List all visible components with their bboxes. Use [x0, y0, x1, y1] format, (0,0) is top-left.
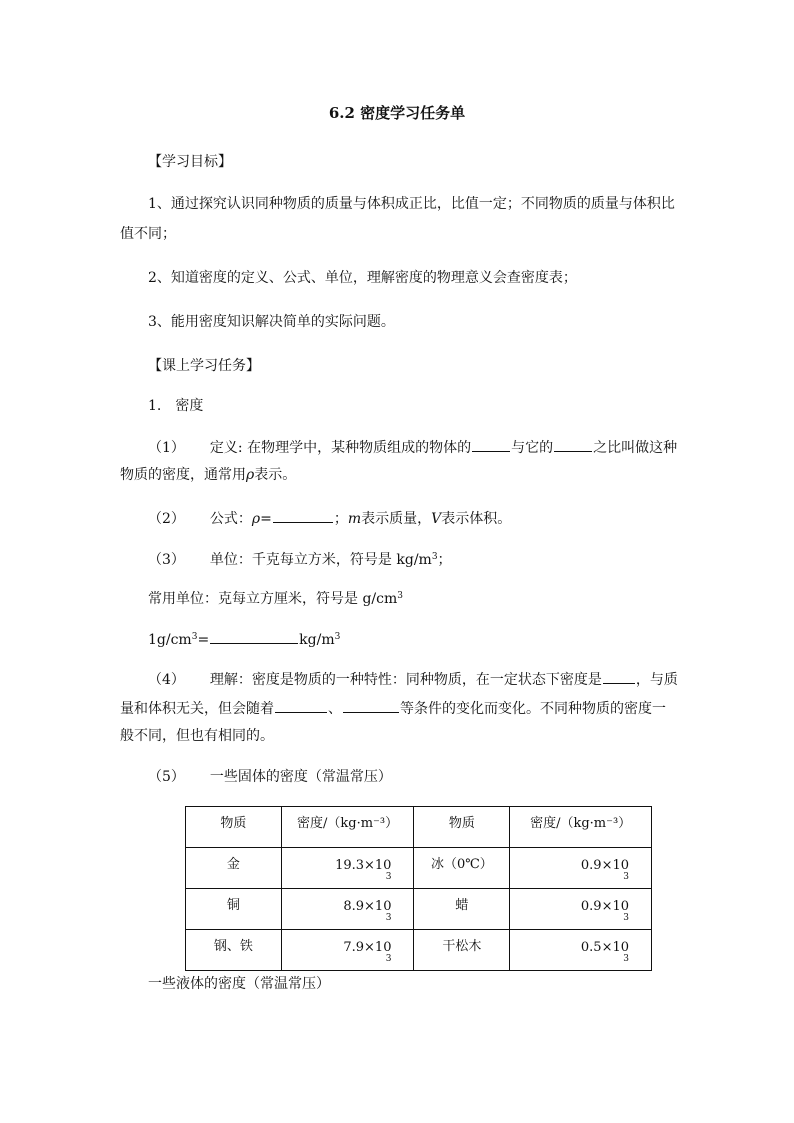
table-cell: 7.9×10 $^3$	[281, 930, 414, 971]
formula-semicolon: ；	[333, 511, 348, 527]
item-density: 1. 密度	[148, 398, 204, 414]
understanding-text-a: 理解：密度是物质的一种特性：同种物质，在一定状态下密度是	[209, 672, 602, 688]
conversion-line	[148, 629, 340, 650]
goal-2: 2、知道密度的定义、公式、单位，理解密度的物理意义会查密度表；	[148, 270, 577, 286]
table-cell: 铜	[186, 889, 282, 930]
header-cell: 物质	[414, 807, 510, 848]
table-cell: 0.9×10 $^3$	[510, 889, 652, 930]
formula-number: （2）	[148, 511, 185, 527]
understanding-number: （4）	[148, 672, 185, 688]
header-cell: 密度/（kg·m⁻³）	[281, 807, 414, 848]
definition-text-a: 定义: 在物理学中，某种物质组成的物体的	[209, 440, 472, 456]
v-symbol: V	[431, 511, 442, 527]
conversion-sup-1: 3	[191, 632, 198, 642]
common-unit-text: 常用单位：克每立方厘米，符号是 g/cm	[148, 591, 398, 607]
goal-3: 3、能用密度知识解决简单的实际问题。	[148, 314, 395, 330]
formula-text-e: 表示体积。	[441, 511, 512, 527]
understanding-line-2-b: 、	[328, 701, 342, 717]
table-cell: 钢、铁	[186, 930, 282, 971]
blank-constant[interactable]	[603, 669, 635, 684]
formula-text-d: 表示质量，	[361, 511, 432, 527]
unit-semicolon: ；	[437, 552, 452, 568]
liquids-caption: 一些液体的密度（常温常压）	[148, 976, 330, 992]
solids-number: （5）	[148, 769, 185, 785]
table-cell: 0.5×10 $^3$	[510, 930, 652, 971]
definition-line-2	[120, 465, 296, 485]
solids-caption	[148, 767, 392, 787]
blank-conversion[interactable]	[210, 629, 298, 644]
formula-line	[148, 508, 511, 529]
unit-line	[148, 550, 452, 570]
conversion-text-c: kg/m	[299, 632, 335, 648]
solid-density-table	[185, 806, 652, 971]
m-symbol: m	[347, 511, 362, 527]
understanding-text-b: ，与质	[635, 672, 678, 688]
definition-line-2-text-a: 物质的密度，通常用	[120, 467, 246, 483]
understanding-line-3: 般不同，但也有相同的。	[120, 728, 274, 744]
definition-number: （1）	[148, 440, 185, 456]
table-cell: 0.9×10 $^3$	[510, 848, 652, 889]
solids-title: 一些固体的密度（常温常压）	[209, 769, 392, 785]
blank-formula[interactable]	[273, 508, 333, 523]
unit-text: 单位：千克每立方米，符号是 kg/m	[209, 552, 432, 568]
table-cell: 8.9×10 $^3$	[281, 889, 414, 930]
table-cell: 金	[186, 848, 282, 889]
common-unit-line	[148, 589, 403, 609]
common-unit-superscript: 3	[397, 591, 403, 601]
conversion-equals: =	[197, 632, 210, 648]
unit-number: （3）	[148, 552, 185, 568]
understanding-line-2-a: 量和体积无关，但会随着	[120, 701, 274, 717]
page-title: 6.2 密度学习任务单	[328, 104, 466, 122]
definition-text-b: 与它的	[511, 440, 554, 456]
definition-text-c: 之比叫做这种	[593, 440, 678, 456]
blank-condition-1[interactable]	[275, 698, 327, 713]
header-cell: 密度/（kg·m⁻³）	[510, 807, 652, 848]
table-row	[186, 889, 652, 930]
formula-equals: =	[260, 511, 272, 527]
header-cell: 物质	[186, 807, 282, 848]
goal-1-line-2: 值不同；	[120, 226, 176, 242]
understanding-line-1	[148, 669, 678, 690]
understanding-line-2-c: 等条件的变化而变化。不同种物质的密度一	[400, 701, 666, 717]
conversion-text-a: 1g/cm	[148, 632, 192, 648]
table-cell: 干松木	[414, 930, 510, 971]
blank-mass[interactable]	[472, 437, 510, 452]
table-row	[186, 848, 652, 889]
blank-condition-2[interactable]	[343, 698, 399, 713]
blank-volume[interactable]	[554, 437, 592, 452]
conversion-sup-2: 3	[334, 632, 341, 642]
rho-symbol: ρ	[246, 467, 255, 483]
goal-1-line-1: 1、通过探究认识同种物质的质量与体积成正比，比值一定；不同物质的质量与体积比	[148, 196, 675, 212]
goals-heading: 【学习目标】	[148, 154, 232, 170]
definition-line-1	[148, 437, 677, 458]
table-cell: 19.3×10 $^3$	[281, 848, 414, 889]
formula-rho: ρ	[251, 511, 261, 527]
table-row	[186, 930, 652, 971]
unit-superscript: 3	[431, 552, 438, 562]
formula-text-a: 公式：	[209, 511, 252, 527]
definition-line-2-text-b: 表示。	[254, 467, 297, 483]
tasks-heading: 【课上学习任务】	[148, 358, 260, 374]
table-header-row	[186, 807, 652, 848]
understanding-line-2	[120, 698, 666, 719]
table-cell: 冰（0℃）	[414, 848, 510, 889]
table-cell: 蜡	[414, 889, 510, 930]
